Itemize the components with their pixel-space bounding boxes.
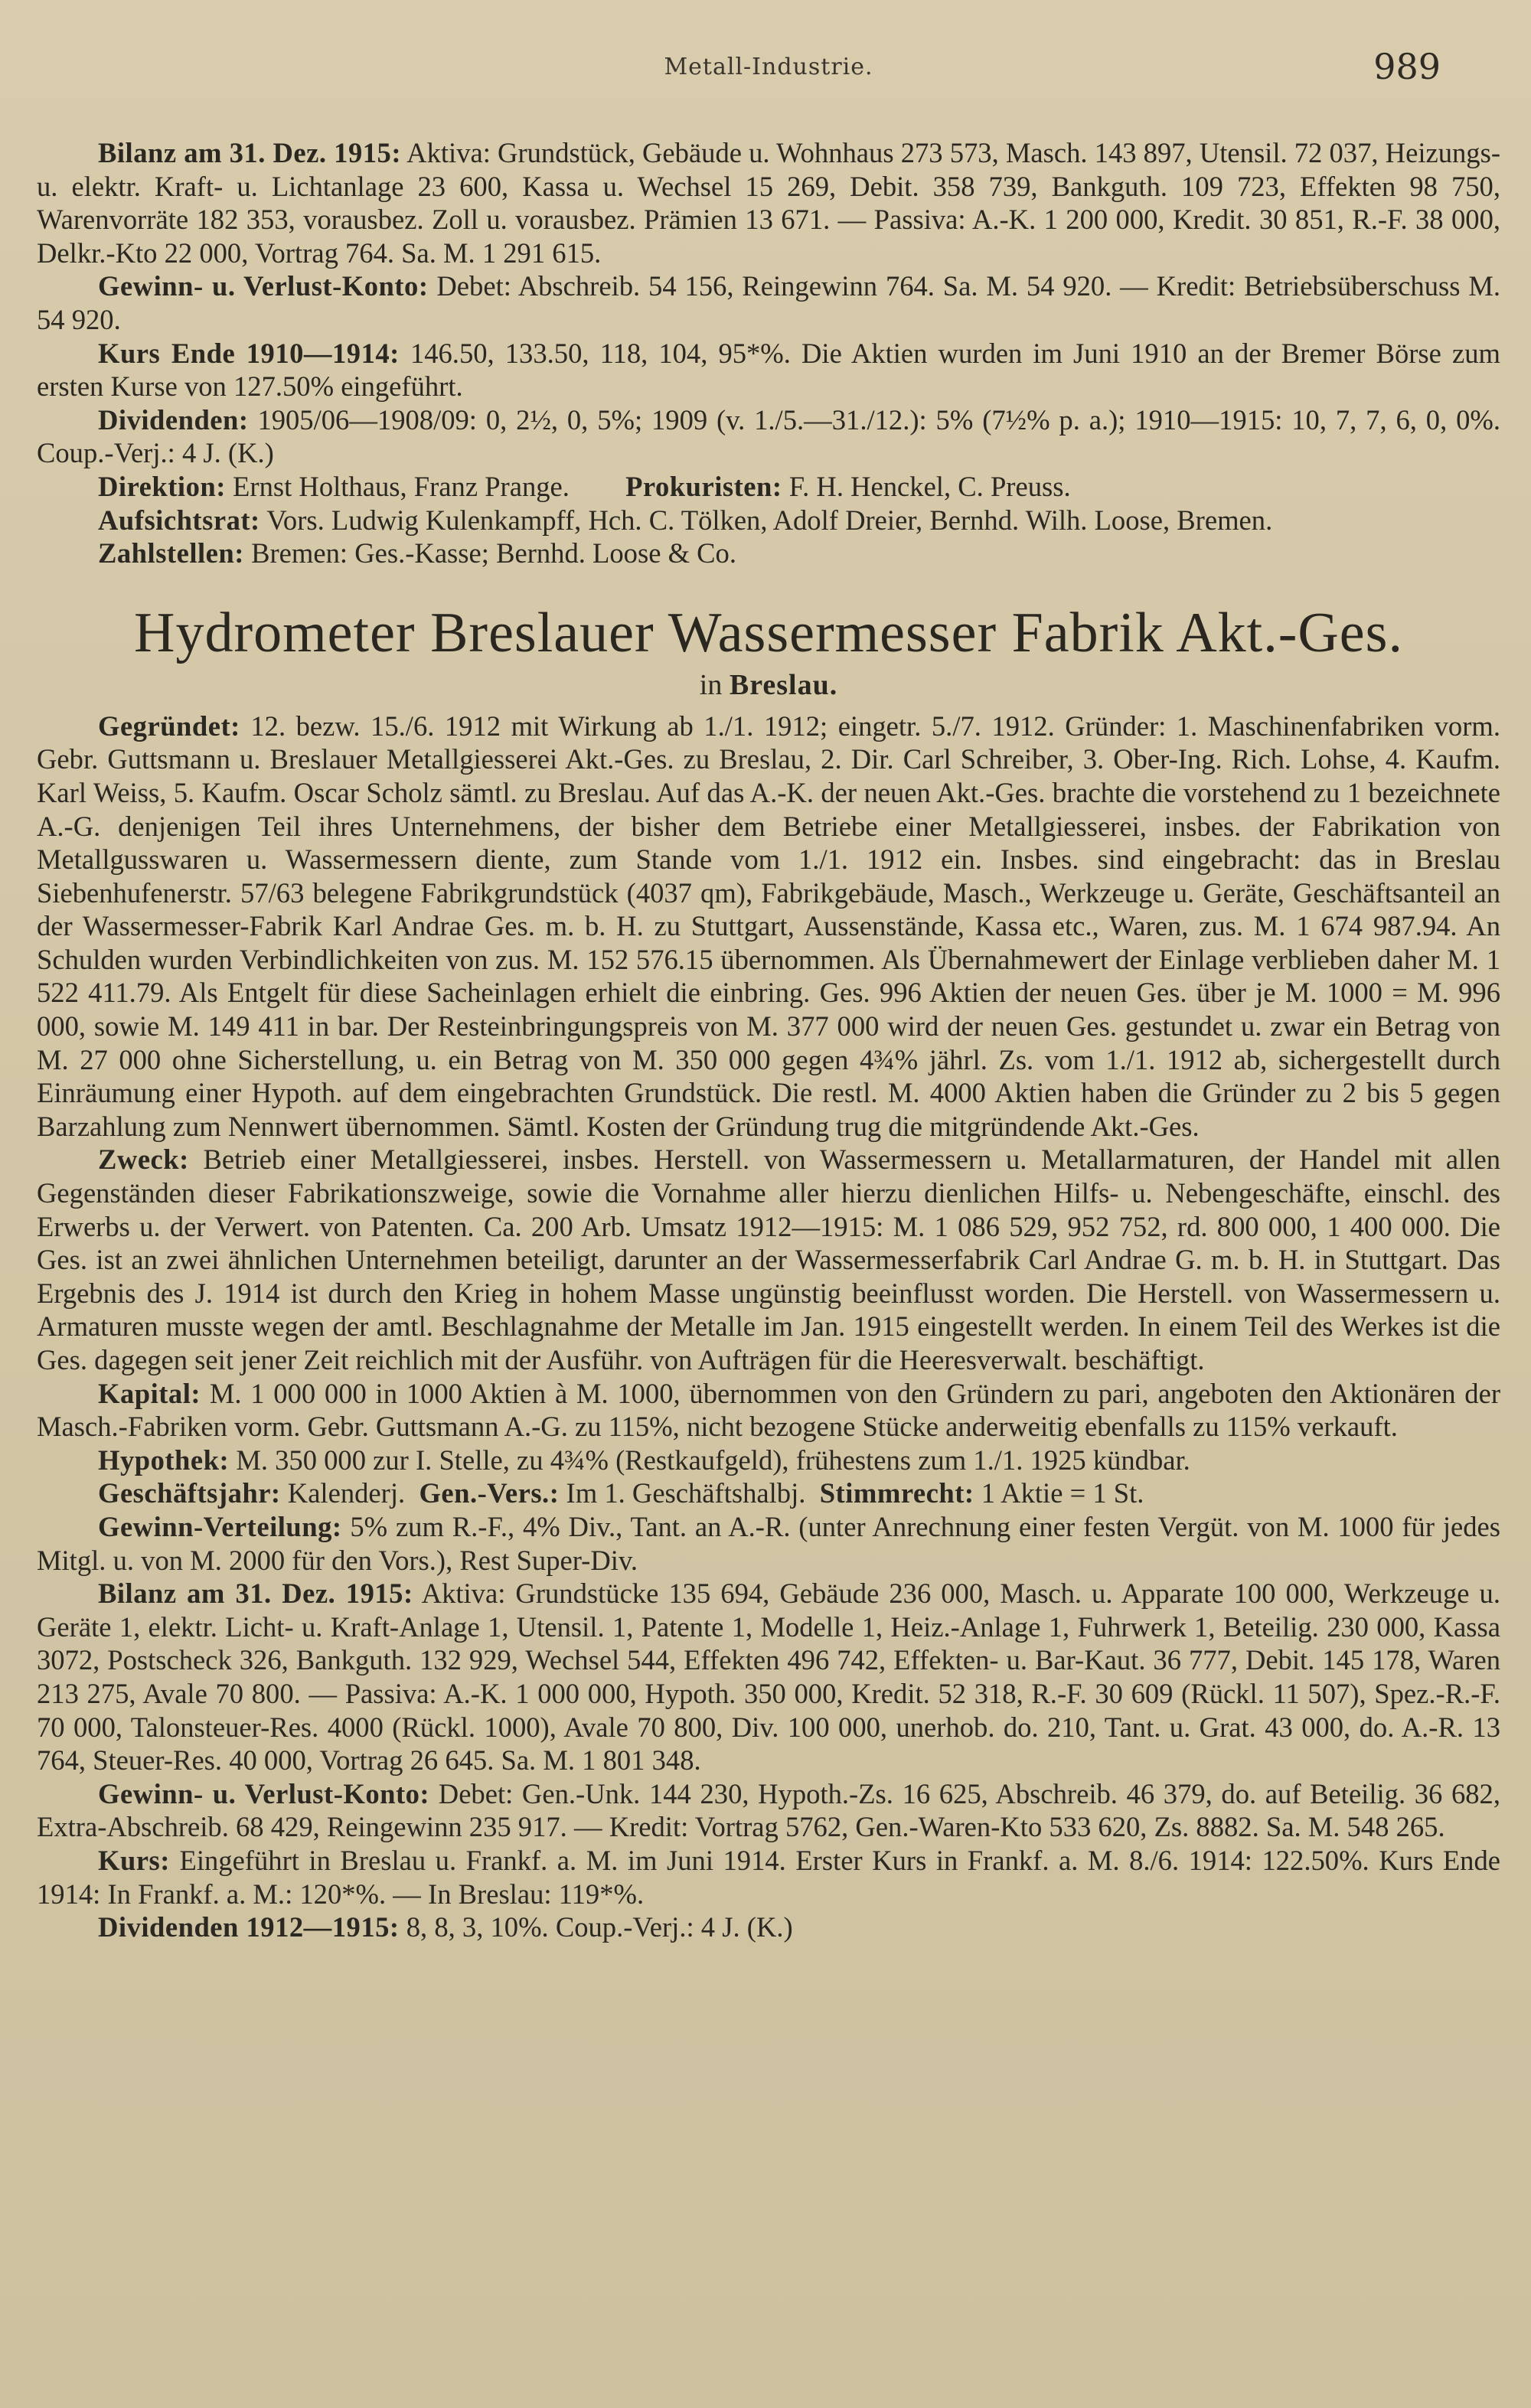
prev-prokuristen-label: Prokuristen: (625, 470, 782, 502)
prev-aufsichtsrat (37, 504, 1500, 537)
gj-label: Geschäftsjahr: (98, 1477, 281, 1509)
previous-entry (37, 136, 1500, 570)
prev-zahlstellen-text: Bremen: Ges.-Kasse; Bernhd. Loose & Co. (251, 537, 736, 569)
prev-direktion-label: Direktion: (98, 470, 226, 502)
prev-bilanz-label: Bilanz am 31. Dez. 1915: (98, 137, 402, 168)
prev-kurs-label: Kurs Ende 1910—1914: (98, 337, 400, 369)
prev-prokuristen-text: F. H. Henckel, C. Preuss. (788, 470, 1071, 502)
gegruendet (37, 710, 1500, 1144)
gegruendet-label: Gegründet: (98, 710, 240, 742)
zweck-text: Betrieb einer Metallgiesserei, insbes. Herstell. von Wassermessern u. Metallarmaturen, der Handel mit allen Gegenständen dieser Fabrikationszweige, sowie die Vornahme aller hierzu dienlichen Hilfs- u. Nebengeschäfte, einschl. des Erwerbs u. der Verwert. von Patenten. Ca. 200 Arb. Umsatz 1912—1915: M. 1 086 529, 952 752, rd. 800 000, 1 400 000. Die Ges. ist an zwei ähnlichen Unternehmen beteiligt, darunter an der Wassermesserfabrik Carl Andrae G. m. b. H. in Stuttgart. Das Ergebnis des J. 1914 ist durch den Krieg in hohem Masse ungünstig beeinflusst worden. Die Herstell. von Wassermessern u. Armaturen musste wegen der amtl. Beschlagnahme der Metalle im Jan. 1915 eingestellt werden. In einem Teil des Werkes ist die Ges. dagegen seit jener Zeit reichlich mit der Ausführ. von Aufträgen für die Heeresverwalt. beschäftigt. (37, 1144, 1500, 1375)
prev-direktion-text: Ernst Holthaus, Franz Prange. (233, 470, 570, 502)
gj-text: Kalenderj. (287, 1477, 406, 1509)
bilanz-label: Bilanz am 31. Dez. 1915: (98, 1578, 413, 1610)
gv-label: Gen.-Vers.: (419, 1477, 560, 1509)
prev-div-label: Dividenden: (98, 403, 249, 436)
company-heading (37, 602, 1500, 703)
prev-aufsichtsrat-label: Aufsichtsrat: (98, 504, 260, 536)
geschaeftsjahr-line (37, 1476, 1500, 1510)
kapital-text: M. 1 000 000 in 1000 Aktien à M. 1000, übernommen von den Gründern zu pari, angeboten den Aktionären der Masch.-Fabriken vorm. Gebr. Guttsmann A.-G. zu 115%, nicht bezogene Stücke anderweitig ebenfalls zu 115% verkauft. (37, 1377, 1500, 1443)
dividenden (37, 1910, 1500, 1944)
hypothek-text: M. 350 000 zur I. Stelle, zu 4¾% (Restkaufgeld), frühestens zum 1./1. 1925 kündbar. (236, 1444, 1190, 1476)
zweck-label: Zweck: (98, 1144, 189, 1176)
page-number: 989 (1373, 46, 1441, 87)
prev-bilanz-text: Aktiva: Grundstück, Gebäude u. Wohnhaus 273 573, Masch. 143 897, Utensil. 72 037, Heizungs- u. elektr. Kraft- u. Lichtanlage 23 600, Kassa u. Wechsel 15 269, Debit. 358 739, Bankguth. 109 723, Effekten 98 750, Warenvorräte 182 353, vorausbez. Zoll u. vorausbez. Prämien 13 671. — Passiva: A.-K. 1 200 000, Kredit. 30 851, R.-F. 38 000, Delkr.-Kto 22 000, Vortrag 764. Sa. M. 1 291 615. (37, 137, 1501, 269)
kurs (37, 1844, 1500, 1910)
prev-zahlstellen (37, 537, 1500, 570)
guv-text: Debet: Gen.-Unk. 144 230, Hypoth.-Zs. 16 625, Abschreib. 46 379, do. auf Beteilig. 36 682, Extra-Abschreib. 68 429, Reingewinn 235 917. — Kredit: Vortrag 5762, Gen.-Waren-Kto 533 620, Zs. 8882. Sa. M. 548 265. (37, 1777, 1500, 1843)
prev-dividenden (37, 403, 1500, 470)
prev-zahlstellen-label: Zahlstellen: (98, 537, 244, 569)
prev-aufsichtsrat-text: Vors. Ludwig Kulenkampff, Hch. C. Tölken, Adolf Dreier, Bernhd. Wilh. Loose, Bremen. (266, 504, 1273, 536)
prev-guv-label: Gewinn- u. Verlust-Konto: (98, 270, 429, 302)
guv-label: Gewinn- u. Verlust-Konto: (98, 1777, 430, 1809)
stimmrecht-text: 1 Aktie = 1 St. (981, 1477, 1144, 1509)
gewinn-verteilung (37, 1510, 1500, 1577)
bilanz-text: Aktiva: Grundstücke 135 694, Gebäude 236 000, Masch. u. Apparate 100 000, Werkzeuge u. Geräte 1, elektr. Licht- u. Kraft-Anlage 1, Utensil. 1, Patente 1, Modelle 1, Heiz.-Anlage 1, Fuhrwerk 1, Beteilig. 230 000, Kassa 3072, Postscheck 326, Bankguth. 132 929, Wechsel 544, Effekten 496 742, Effekten- u. Bar-Kaut. 36 777, Debit. 145 178, Waren 213 275, Avale 70 800. — Passiva: A.-K. 1 000 000, Hypoth. 350 000, Kredit. 52 318, R.-F. 30 609 (Rückl. 11 507), Spez.-R.-F. 70 000, Talonsteuer-Res. 4000 (Rückl. 1000), Avale 70 800, Div. 100 000, unerhob. do. 210, Tant. u. Grat. 43 000, do. A.-R. 13 764, Steuer-Res. 40 000, Vortrag 26 645. Sa. M. 1 801 348. (37, 1578, 1500, 1777)
kapital (37, 1377, 1500, 1444)
company-entry (37, 710, 1500, 1944)
hypothek-label: Hypothek: (98, 1444, 230, 1476)
company-in-word: in (699, 668, 723, 701)
gegruendet-text: 12. bezw. 15./6. 1912 mit Wirkung ab 1./1. 1912; eingetr. 5./7. 1912. Gründer: 1. Maschinenfabriken vorm. Gebr. Guttsmann u. Breslauer Metallgiesserei Akt.-Ges. zu Breslau, 2. Dir. Carl Schreiber, 3. Ober-Ing. Rich. Lohse, 4. Kaufm. Karl Weiss, 5. Kaufm. Oscar Scholz sämtl. zu Breslau. Auf das A.-K. der neuen Akt.-Ges. brachte die vorstehend zu 1 bezeichnete A.-G. denjenigen Teil ihres Unternehmens, der bisher dem Betriebe einer Metallgiesserei, insbes. der Fabrikation von Metallgusswaren u. Wassermessern diente, zum Stande vom 1./1. 1912 ein. Insbes. sind eingebracht: das in Breslau Siebenhufenerstr. 57/63 belegene Fabrikgrundstück (4037 qm), Fabrikgebäude, Masch., Werkzeuge u. Geräte, Geschäftsanteil an der Wassermesser-Fabrik Karl Andrae Ges. m. b. H. zu Stuttgart, Aussenstände, Kassa etc., Waren, zus. M. 1 674 987.94. An Schulden wurden Verbindlichkeiten von zus. M. 152 576.15 übernommen. Als Übernahmewert der Einlage verblieben daher M. 1 522 411.79. Als Entgelt für diese Sacheinlagen erhielt die einbring. Ges. 996 Aktien der neuen Ges. über je M. 1000 = M. 996 000, sowie M. 149 411 in bar. Der Resteinbringungspreis von M. 377 000 wird der neuen Ges. gestundet u. zwar ein Betrag von M. 27 000 ohne Sicherstellung, u. ein Betrag von M. 350 000 gegen 4¾% jährl. Zs. vom 1./1. 1912 ab, sichergestellt durch Einräumung einer Hypoth. auf dem eingebrachten Grundstück. Die restl. M. 4000 Aktien haben die Gründer zu 2 bis 5 gegen Barzahlung zum Nennwert übernommen. Sämtl. Kosten der Gründung trug die mitgründende Akt.-Ges. (37, 710, 1500, 1142)
running-head (37, 0, 1500, 136)
company-location (37, 667, 1500, 703)
gv-text: Im 1. Geschäftshalbj. (566, 1477, 806, 1509)
prev-div-text: 1905/06—1908/09: 0, 2½, 0, 5%; 1909 (v. 1./5.—31./12.): 5% (7½% p. a.); 1910—1915: 10, 7, 7, 6, 0, 0%. Coup.-Verj.: 4 J. (K.) (37, 403, 1500, 469)
div-label: Dividenden 1912—1915: (98, 1911, 400, 1943)
prev-kurs (37, 337, 1500, 403)
prev-guv-text: Debet: Abschreib. 54 156, Reingewinn 764. Sa. M. 54 920. — Kredit: Betriebsüberschuss M. 54 920. (37, 270, 1500, 335)
kurs-text: Eingeführt in Breslau u. Frankf. a. M. im Juni 1914. Erster Kurs in Frankf. a. M. 8./6. 1914: 122.50%. Kurs Ende 1914: In Frankf. a. M.: 120*%. — In Breslau: 119*%. (37, 1844, 1500, 1910)
prev-direktion (37, 470, 1500, 504)
zweck (37, 1143, 1500, 1376)
prev-kurs-text: 146.50, 133.50, 118, 104, 95*%. Die Aktien wurden im Juni 1910 an der Bremer Börse zum ersten Kurse von 127.50% eingeführt. (37, 337, 1500, 403)
hypothek (37, 1444, 1500, 1477)
prev-bilanz (37, 136, 1500, 269)
kurs-label: Kurs: (98, 1844, 170, 1876)
div-text: 8, 8, 3, 10%. Coup.-Verj.: 4 J. (K.) (406, 1911, 793, 1943)
bilanz (37, 1577, 1500, 1777)
guv (37, 1777, 1500, 1844)
company-title: Hydrometer Breslauer Wassermesser Fabrik Akt.-Ges. (134, 601, 1403, 664)
gewinnv-text: 5% zum R.-F., 4% Div., Tant. an A.-R. (unter Anrechnung einer festen Vergüt. von M. 1000 für jedes Mitgl. u. von M. 2000 für den Vors.), Rest Super-Div. (37, 1510, 1500, 1576)
company-city: Breslau. (729, 668, 838, 701)
stimmrecht-label: Stimmrecht: (819, 1477, 974, 1509)
prev-guv (37, 269, 1500, 336)
running-title: Metall-Industrie. (664, 54, 873, 80)
kapital-label: Kapital: (98, 1377, 201, 1409)
gewinnv-label: Gewinn-Verteilung: (98, 1510, 342, 1542)
